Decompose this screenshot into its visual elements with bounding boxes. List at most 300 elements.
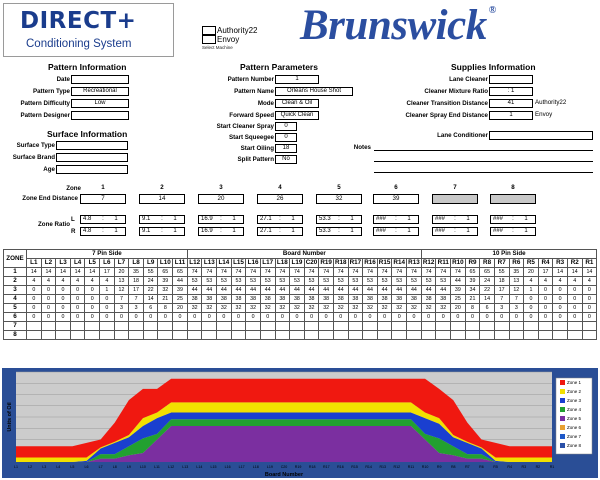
grid-cell[interactable]: 14 — [567, 268, 582, 277]
grid-cell[interactable]: 13 — [114, 277, 129, 286]
pattern-param-4-field[interactable]: 0 — [275, 122, 297, 131]
grid-cell[interactable]: 0 — [538, 286, 553, 295]
grid-cell[interactable]: 1 — [524, 286, 539, 295]
grid-cell[interactable]: 18 — [494, 277, 509, 286]
grid-cell[interactable]: 53 — [304, 277, 319, 286]
grid-cell[interactable]: 32 — [436, 304, 451, 313]
grid-cell[interactable] — [114, 322, 129, 331]
grid-cell[interactable] — [319, 331, 334, 340]
grid-cell[interactable]: 20 — [524, 268, 539, 277]
grid-cell[interactable] — [567, 331, 582, 340]
grid-cell[interactable]: 0 — [70, 295, 85, 304]
grid-cell[interactable]: 74 — [348, 268, 363, 277]
grid-cell[interactable]: 32 — [217, 304, 232, 313]
grid-cell[interactable]: 74 — [187, 268, 202, 277]
grid-cell[interactable] — [129, 331, 144, 340]
grid-cell[interactable]: 0 — [231, 313, 246, 322]
grid-cell[interactable]: 0 — [407, 313, 422, 322]
grid-cell[interactable]: 0 — [582, 313, 597, 322]
grid-cell[interactable] — [363, 331, 378, 340]
grid-cell[interactable]: 32 — [363, 304, 378, 313]
grid-cell[interactable]: 32 — [290, 304, 305, 313]
grid-cell[interactable] — [524, 322, 539, 331]
grid-cell[interactable]: 53 — [275, 277, 290, 286]
supplies-3-field[interactable]: 1 — [489, 111, 533, 120]
grid-cell[interactable]: 7 — [509, 295, 524, 304]
grid-cell[interactable]: 38 — [202, 295, 217, 304]
grid-cell[interactable]: 39 — [451, 286, 466, 295]
pattern-param-6-field[interactable]: 18 — [275, 144, 297, 153]
grid-cell[interactable]: 0 — [202, 313, 217, 322]
grid-cell[interactable]: 0 — [41, 304, 56, 313]
grid-cell[interactable] — [202, 322, 217, 331]
grid-cell[interactable]: 38 — [187, 295, 202, 304]
grid-cell[interactable]: 0 — [143, 313, 158, 322]
zone-end-distance[interactable]: 32 — [316, 194, 362, 204]
grid-cell[interactable]: 0 — [480, 313, 495, 322]
grid-cell[interactable] — [290, 322, 305, 331]
grid-cell[interactable]: 0 — [56, 304, 71, 313]
grid-cell[interactable]: 0 — [582, 295, 597, 304]
zone-ratio-l[interactable] — [198, 215, 244, 224]
grid-cell[interactable]: 20 — [114, 268, 129, 277]
pattern-param-7-field[interactable]: No — [275, 155, 297, 164]
grid-cell[interactable]: 32 — [319, 304, 334, 313]
grid-cell[interactable]: 38 — [246, 295, 261, 304]
zone-ratio-l[interactable] — [373, 215, 419, 224]
grid-cell[interactable]: 32 — [202, 304, 217, 313]
grid-cell[interactable] — [246, 331, 261, 340]
grid-cell[interactable]: 0 — [290, 313, 305, 322]
pattern-info-1-field[interactable]: Recreational — [71, 87, 129, 96]
grid-cell[interactable] — [27, 322, 42, 331]
grid-cell[interactable] — [465, 322, 480, 331]
pattern-param-0-field[interactable]: 1 — [275, 75, 319, 84]
grid-cell[interactable]: 0 — [129, 313, 144, 322]
grid-cell[interactable]: 4 — [41, 277, 56, 286]
grid-cell[interactable]: 38 — [319, 295, 334, 304]
grid-cell[interactable]: 0 — [304, 313, 319, 322]
zone-ratio-l[interactable] — [80, 215, 126, 224]
grid-cell[interactable]: 0 — [436, 313, 451, 322]
grid-cell[interactable]: 0 — [85, 286, 100, 295]
surface-2-field[interactable] — [56, 165, 128, 174]
grid-cell[interactable] — [392, 322, 407, 331]
grid-cell[interactable] — [260, 322, 275, 331]
grid-cell[interactable]: 4 — [524, 277, 539, 286]
zone-end-distance[interactable]: 20 — [198, 194, 244, 204]
grid-cell[interactable]: 14 — [56, 268, 71, 277]
grid-cell[interactable]: 32 — [377, 304, 392, 313]
grid-cell[interactable] — [56, 322, 71, 331]
zone-end-distance[interactable] — [490, 194, 536, 204]
grid-cell[interactable]: 74 — [421, 268, 436, 277]
grid-cell[interactable]: 32 — [348, 304, 363, 313]
grid-cell[interactable]: 14 — [143, 295, 158, 304]
grid-cell[interactable]: 18 — [129, 277, 144, 286]
grid-cell[interactable]: 44 — [333, 286, 348, 295]
grid-cell[interactable]: 38 — [392, 295, 407, 304]
grid-cell[interactable]: 0 — [27, 286, 42, 295]
grid-cell[interactable] — [100, 322, 115, 331]
grid-cell[interactable]: 32 — [231, 304, 246, 313]
grid-cell[interactable]: 74 — [392, 268, 407, 277]
grid-cell[interactable]: 44 — [246, 286, 261, 295]
grid-cell[interactable]: 3 — [114, 304, 129, 313]
grid-cell[interactable]: 0 — [85, 304, 100, 313]
grid-cell[interactable]: 74 — [451, 268, 466, 277]
grid-cell[interactable]: 53 — [348, 277, 363, 286]
notes-line-0[interactable] — [374, 150, 593, 151]
grid-cell[interactable]: 21 — [158, 295, 173, 304]
lane-conditioner-field[interactable] — [489, 131, 593, 140]
grid-cell[interactable]: 7 — [114, 295, 129, 304]
grid-cell[interactable]: 65 — [173, 268, 188, 277]
grid-cell[interactable] — [509, 322, 524, 331]
grid-cell[interactable]: 4 — [56, 277, 71, 286]
grid-cell[interactable]: 4 — [100, 277, 115, 286]
zone-ratio-l[interactable] — [490, 215, 536, 224]
pattern-param-5-field[interactable]: 0 — [275, 133, 297, 142]
grid-cell[interactable]: 14 — [553, 268, 568, 277]
grid-cell[interactable] — [129, 322, 144, 331]
grid-cell[interactable]: 44 — [304, 286, 319, 295]
zone-end-distance[interactable]: 26 — [257, 194, 303, 204]
grid-cell[interactable]: 55 — [143, 268, 158, 277]
zone-ratio-l[interactable] — [139, 215, 185, 224]
grid-cell[interactable] — [392, 331, 407, 340]
grid-cell[interactable] — [304, 331, 319, 340]
grid-cell[interactable]: 53 — [392, 277, 407, 286]
pattern-param-1-field[interactable]: Orleans House Shot — [275, 87, 353, 96]
grid-cell[interactable]: 0 — [524, 295, 539, 304]
grid-cell[interactable]: 32 — [333, 304, 348, 313]
grid-cell[interactable] — [114, 331, 129, 340]
notes-line-1[interactable] — [374, 161, 593, 162]
grid-cell[interactable] — [333, 322, 348, 331]
grid-cell[interactable]: 74 — [246, 268, 261, 277]
grid-cell[interactable]: 53 — [377, 277, 392, 286]
grid-cell[interactable]: 12 — [114, 286, 129, 295]
grid-cell[interactable]: 53 — [187, 277, 202, 286]
grid-cell[interactable]: 53 — [290, 277, 305, 286]
grid-cell[interactable]: 0 — [451, 313, 466, 322]
grid-cell[interactable] — [246, 322, 261, 331]
grid-cell[interactable]: 0 — [100, 304, 115, 313]
grid-cell[interactable]: 0 — [41, 295, 56, 304]
grid-cell[interactable]: 32 — [421, 304, 436, 313]
grid-cell[interactable]: 32 — [187, 304, 202, 313]
grid-cell[interactable]: 0 — [567, 295, 582, 304]
grid-cell[interactable]: 38 — [231, 295, 246, 304]
grid-cell[interactable]: 53 — [260, 277, 275, 286]
zone-ratio-l[interactable] — [257, 215, 303, 224]
grid-cell[interactable]: 38 — [333, 295, 348, 304]
grid-cell[interactable]: 53 — [407, 277, 422, 286]
grid-cell[interactable]: 20 — [173, 304, 188, 313]
grid-cell[interactable] — [173, 331, 188, 340]
grid-cell[interactable]: 38 — [421, 295, 436, 304]
grid-cell[interactable]: 25 — [451, 295, 466, 304]
grid-cell[interactable] — [494, 322, 509, 331]
grid-cell[interactable]: 4 — [27, 277, 42, 286]
grid-cell[interactable]: 32 — [407, 304, 422, 313]
grid-cell[interactable]: 0 — [41, 286, 56, 295]
grid-cell[interactable]: 74 — [202, 268, 217, 277]
grid-cell[interactable] — [421, 322, 436, 331]
grid-cell[interactable]: 0 — [421, 313, 436, 322]
grid-cell[interactable]: 0 — [333, 313, 348, 322]
grid-cell[interactable]: 4 — [582, 277, 597, 286]
grid-cell[interactable] — [451, 331, 466, 340]
grid-cell[interactable]: 0 — [348, 313, 363, 322]
grid-cell[interactable] — [377, 331, 392, 340]
grid-cell[interactable] — [158, 322, 173, 331]
grid-cell[interactable]: 65 — [158, 268, 173, 277]
grid-cell[interactable]: 0 — [70, 286, 85, 295]
grid-cell[interactable]: 24 — [480, 277, 495, 286]
grid-cell[interactable]: 0 — [260, 313, 275, 322]
grid-cell[interactable] — [100, 331, 115, 340]
zone-ratio-l[interactable] — [316, 215, 362, 224]
grid-cell[interactable]: 39 — [173, 286, 188, 295]
zone-end-distance[interactable] — [432, 194, 478, 204]
grid-cell[interactable]: 7 — [129, 295, 144, 304]
grid-cell[interactable]: 0 — [56, 295, 71, 304]
grid-cell[interactable] — [231, 331, 246, 340]
grid-cell[interactable]: 44 — [377, 286, 392, 295]
grid-cell[interactable]: 0 — [538, 304, 553, 313]
grid-cell[interactable] — [260, 331, 275, 340]
grid-cell[interactable]: 4 — [567, 277, 582, 286]
grid-cell[interactable]: 53 — [333, 277, 348, 286]
grid-cell[interactable] — [187, 322, 202, 331]
grid-cell[interactable]: 0 — [553, 286, 568, 295]
grid-cell[interactable] — [27, 331, 42, 340]
grid-cell[interactable]: 74 — [436, 268, 451, 277]
surface-1-field[interactable] — [56, 153, 128, 162]
grid-cell[interactable] — [304, 322, 319, 331]
grid-cell[interactable]: 0 — [70, 304, 85, 313]
grid-cell[interactable]: 3 — [509, 304, 524, 313]
grid-cell[interactable]: 32 — [246, 304, 261, 313]
grid-cell[interactable] — [202, 331, 217, 340]
grid-cell[interactable]: 3 — [129, 304, 144, 313]
grid-cell[interactable] — [407, 322, 422, 331]
grid-cell[interactable]: 0 — [217, 313, 232, 322]
grid-cell[interactable]: 53 — [363, 277, 378, 286]
machine-option-authority22[interactable]: Authority22 — [202, 26, 257, 36]
grid-cell[interactable]: 0 — [100, 313, 115, 322]
grid-cell[interactable]: 38 — [363, 295, 378, 304]
grid-cell[interactable] — [436, 331, 451, 340]
grid-cell[interactable] — [290, 331, 305, 340]
grid-cell[interactable]: 44 — [319, 286, 334, 295]
grid-cell[interactable]: 44 — [202, 286, 217, 295]
zone-ratio-r[interactable] — [373, 227, 419, 236]
grid-cell[interactable]: 0 — [553, 304, 568, 313]
grid-cell[interactable]: 0 — [85, 295, 100, 304]
grid-cell[interactable]: 74 — [290, 268, 305, 277]
grid-cell[interactable]: 53 — [421, 277, 436, 286]
grid-cell[interactable]: 22 — [480, 286, 495, 295]
grid-cell[interactable]: 32 — [260, 304, 275, 313]
grid-cell[interactable]: 32 — [392, 304, 407, 313]
grid-cell[interactable]: 6 — [480, 304, 495, 313]
grid-cell[interactable]: 0 — [158, 313, 173, 322]
grid-cell[interactable]: 0 — [56, 286, 71, 295]
grid-cell[interactable] — [275, 322, 290, 331]
supplies-1-field[interactable]: : 1 — [489, 87, 533, 96]
grid-cell[interactable]: 4 — [70, 277, 85, 286]
grid-cell[interactable]: 74 — [363, 268, 378, 277]
grid-cell[interactable]: 17 — [100, 268, 115, 277]
supplies-2-field[interactable]: 41 — [489, 99, 533, 108]
grid-cell[interactable] — [85, 322, 100, 331]
grid-cell[interactable]: 38 — [436, 295, 451, 304]
grid-cell[interactable]: 0 — [41, 313, 56, 322]
grid-cell[interactable] — [319, 322, 334, 331]
grid-cell[interactable] — [275, 331, 290, 340]
grid-cell[interactable]: 25 — [173, 295, 188, 304]
grid-cell[interactable]: 0 — [524, 304, 539, 313]
grid-cell[interactable]: 0 — [187, 313, 202, 322]
grid-cell[interactable]: 0 — [27, 313, 42, 322]
grid-cell[interactable]: 8 — [465, 304, 480, 313]
machine-option-envoy[interactable]: Envoy — [202, 35, 239, 45]
grid-cell[interactable]: 0 — [85, 313, 100, 322]
grid-cell[interactable]: 74 — [407, 268, 422, 277]
grid-cell[interactable]: 44 — [421, 286, 436, 295]
grid-cell[interactable]: 1 — [100, 286, 115, 295]
pattern-info-0-field[interactable] — [71, 75, 129, 84]
zone-ratio-l[interactable] — [432, 215, 478, 224]
grid-cell[interactable]: 0 — [70, 313, 85, 322]
grid-cell[interactable] — [173, 322, 188, 331]
zone-end-distance[interactable]: 7 — [80, 194, 126, 204]
grid-cell[interactable]: 22 — [143, 286, 158, 295]
grid-cell[interactable]: 34 — [465, 286, 480, 295]
grid-cell[interactable]: 0 — [582, 304, 597, 313]
grid-cell[interactable] — [524, 331, 539, 340]
zone-ratio-r[interactable] — [139, 227, 185, 236]
zone-ratio-r[interactable] — [198, 227, 244, 236]
grid-cell[interactable]: 74 — [304, 268, 319, 277]
grid-cell[interactable] — [480, 331, 495, 340]
grid-cell[interactable]: 44 — [173, 277, 188, 286]
grid-cell[interactable]: 74 — [217, 268, 232, 277]
grid-cell[interactable]: 44 — [348, 286, 363, 295]
grid-cell[interactable] — [85, 331, 100, 340]
grid-cell[interactable] — [494, 331, 509, 340]
grid-cell[interactable]: 6 — [143, 304, 158, 313]
grid-cell[interactable]: 74 — [275, 268, 290, 277]
grid-cell[interactable] — [436, 322, 451, 331]
grid-cell[interactable]: 38 — [377, 295, 392, 304]
grid-cell[interactable]: 53 — [217, 277, 232, 286]
grid-cell[interactable]: 44 — [290, 286, 305, 295]
grid-cell[interactable] — [217, 322, 232, 331]
grid-cell[interactable]: 0 — [27, 304, 42, 313]
grid-cell[interactable]: 4 — [553, 277, 568, 286]
grid-cell[interactable]: 0 — [553, 313, 568, 322]
grid-cell[interactable]: 53 — [202, 277, 217, 286]
grid-cell[interactable] — [158, 331, 173, 340]
zone-end-distance[interactable]: 14 — [139, 194, 185, 204]
grid-cell[interactable]: 39 — [465, 277, 480, 286]
grid-cell[interactable]: 44 — [407, 286, 422, 295]
surface-0-field[interactable] — [56, 141, 128, 150]
grid-cell[interactable]: 0 — [392, 313, 407, 322]
grid-cell[interactable]: 4 — [538, 277, 553, 286]
grid-cell[interactable] — [143, 331, 158, 340]
grid-cell[interactable]: 44 — [363, 286, 378, 295]
grid-cell[interactable]: 53 — [436, 277, 451, 286]
zone-ratio-r[interactable] — [316, 227, 362, 236]
grid-cell[interactable]: 32 — [304, 304, 319, 313]
grid-cell[interactable]: 24 — [143, 277, 158, 286]
grid-cell[interactable] — [582, 331, 597, 340]
grid-cell[interactable]: 0 — [246, 313, 261, 322]
grid-cell[interactable]: 0 — [538, 313, 553, 322]
grid-cell[interactable] — [348, 331, 363, 340]
grid-cell[interactable]: 0 — [27, 295, 42, 304]
grid-cell[interactable]: 0 — [567, 304, 582, 313]
grid-cell[interactable] — [480, 322, 495, 331]
grid-cell[interactable]: 74 — [377, 268, 392, 277]
grid-cell[interactable] — [187, 331, 202, 340]
grid-cell[interactable]: 38 — [304, 295, 319, 304]
grid-cell[interactable] — [333, 331, 348, 340]
grid-cell[interactable]: 44 — [187, 286, 202, 295]
machine-checkbox[interactable] — [202, 35, 216, 44]
grid-cell[interactable] — [451, 322, 466, 331]
grid-cell[interactable]: 38 — [275, 295, 290, 304]
grid-cell[interactable]: 38 — [348, 295, 363, 304]
grid-cell[interactable]: 12 — [509, 286, 524, 295]
grid-cell[interactable] — [582, 322, 597, 331]
pattern-param-3-field[interactable]: Quick Clean — [275, 111, 319, 120]
grid-cell[interactable]: 53 — [246, 277, 261, 286]
grid-cell[interactable]: 55 — [494, 268, 509, 277]
grid-cell[interactable] — [553, 331, 568, 340]
grid-cell[interactable]: 14 — [27, 268, 42, 277]
grid-cell[interactable]: 17 — [129, 286, 144, 295]
zone-ratio-r[interactable] — [432, 227, 478, 236]
grid-cell[interactable]: 38 — [217, 295, 232, 304]
grid-cell[interactable]: 17 — [538, 268, 553, 277]
zone-ratio-r[interactable] — [490, 227, 536, 236]
grid-cell[interactable]: 0 — [114, 313, 129, 322]
grid-cell[interactable] — [553, 322, 568, 331]
grid-cell[interactable] — [41, 331, 56, 340]
pattern-info-2-field[interactable]: Low — [71, 99, 129, 108]
grid-cell[interactable]: 74 — [319, 268, 334, 277]
grid-cell[interactable] — [56, 331, 71, 340]
grid-cell[interactable]: 0 — [319, 313, 334, 322]
grid-cell[interactable] — [70, 331, 85, 340]
grid-cell[interactable]: 44 — [217, 286, 232, 295]
grid-cell[interactable]: 0 — [56, 313, 71, 322]
grid-cell[interactable] — [377, 322, 392, 331]
grid-cell[interactable]: 65 — [465, 268, 480, 277]
grid-cell[interactable]: 35 — [509, 268, 524, 277]
grid-cell[interactable] — [348, 322, 363, 331]
grid-cell[interactable]: 8 — [158, 304, 173, 313]
grid-cell[interactable]: 0 — [538, 295, 553, 304]
grid-cell[interactable]: 14 — [582, 268, 597, 277]
grid-cell[interactable]: 0 — [494, 313, 509, 322]
